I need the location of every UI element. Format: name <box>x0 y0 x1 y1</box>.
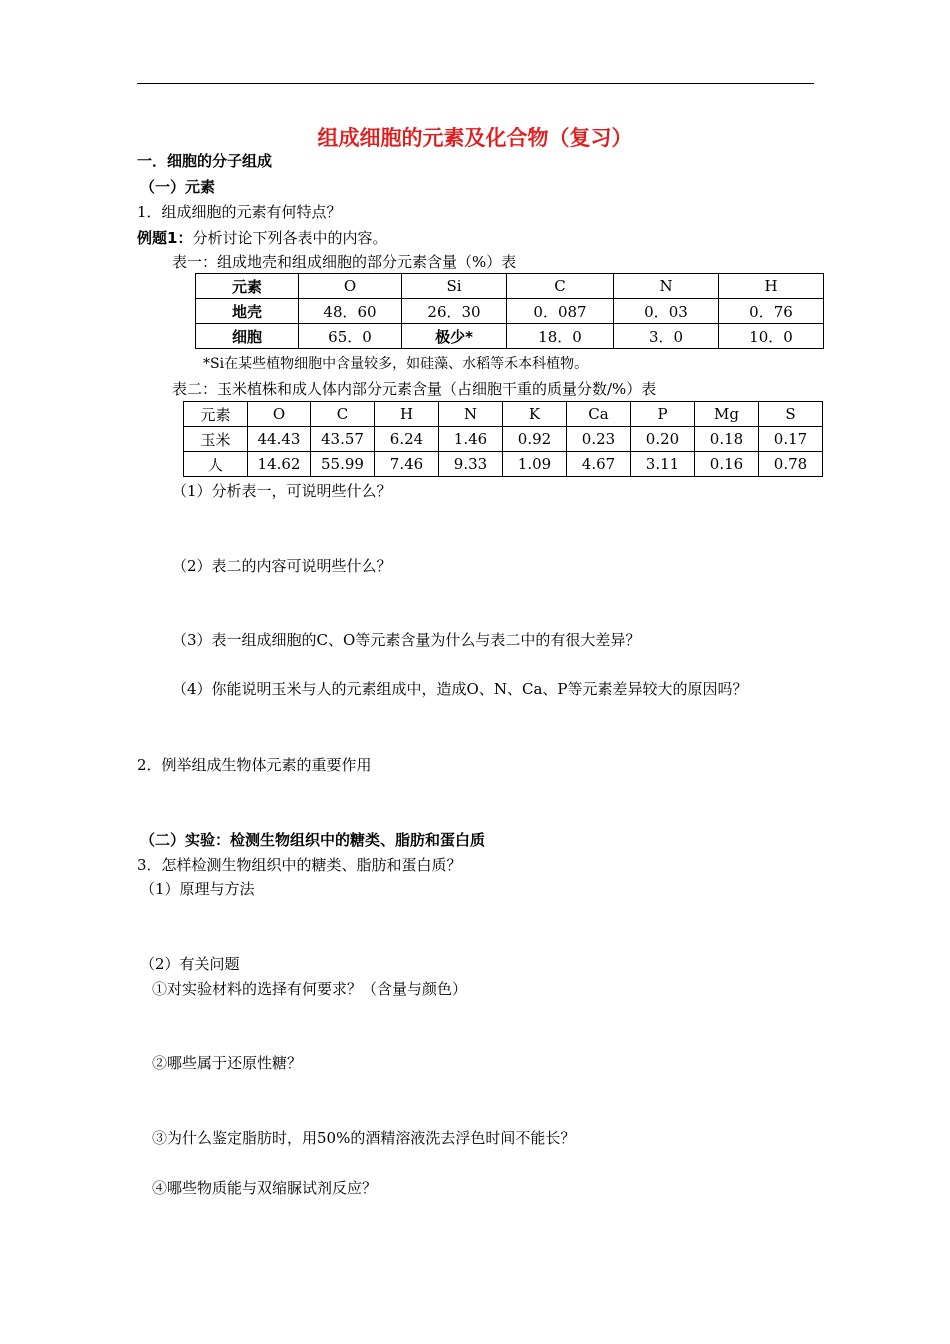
table-cell: 0.18 <box>695 427 759 452</box>
table-1-header-row <box>196 274 824 299</box>
table-cell: 7.46 <box>375 452 439 477</box>
circled-question-1: ①对实验材料的选择有何要求？（含量与颜色） <box>152 980 468 998</box>
table-1-header-cell: H <box>719 274 824 299</box>
question-3-part-2: （2）有关问题 <box>140 955 240 973</box>
sub-question-1: （1）分析表一，可说明些什么？ <box>172 482 392 500</box>
table-row <box>196 324 824 349</box>
table-2-header-cell: K <box>503 402 567 427</box>
subsection-heading-experiment: （二）实验：检测生物组织中的糖类、脂肪和蛋白质 <box>140 831 486 849</box>
table-1 <box>195 273 824 349</box>
example-line <box>137 228 387 248</box>
table-cell: 0．76 <box>719 299 824 324</box>
table-cell: 65．0 <box>299 324 402 349</box>
sub-question-4: （4）你能说明玉米与人的元素组成中，造成O、N、Ca、P等元素差异较大的原因吗？ <box>172 680 748 698</box>
table1-footnote: *Si在某些植物细胞中含量较多，如硅藻、水稻等禾本科植物。 <box>203 356 589 372</box>
table-cell: 1.09 <box>503 452 567 477</box>
table-cell: 0.92 <box>503 427 567 452</box>
table-2-header-cell: H <box>375 402 439 427</box>
table-cell: 43.57 <box>311 427 375 452</box>
table-2-header-cell: N <box>439 402 503 427</box>
table-2-header-cell: P <box>631 402 695 427</box>
table2-caption: 表二：玉米植株和成人体内部分元素含量（占细胞干重的质量分数/%）表 <box>172 380 657 398</box>
table-2-header-cell: 元素 <box>184 402 248 427</box>
question-3: 3．怎样检测生物组织中的糖类、脂肪和蛋白质？ <box>137 856 462 874</box>
header-rule <box>137 83 814 84</box>
table-2-header-cell: C <box>311 402 375 427</box>
sub-question-3: （3）表一组成细胞的C、O等元素含量为什么与表二中的有很大差异？ <box>172 631 641 649</box>
table-2-row-label: 玉米 <box>184 427 248 452</box>
table-cell: 0．03 <box>614 299 719 324</box>
example-text: 分析讨论下列各表中的内容。 <box>192 229 388 247</box>
table-row <box>184 427 823 452</box>
table-2-header-cell: Ca <box>567 402 631 427</box>
question-3-part-1: （1）原理与方法 <box>140 880 255 898</box>
question-2: 2．例举组成生物体元素的重要作用 <box>137 756 372 774</box>
question-1: 1．组成细胞的元素有何特点？ <box>137 203 342 221</box>
table-cell: 10．0 <box>719 324 824 349</box>
table-cell: 3.11 <box>631 452 695 477</box>
table-cell: 44.43 <box>248 427 311 452</box>
table-cell: 14.62 <box>248 452 311 477</box>
table-cell: 0．087 <box>507 299 614 324</box>
table-cell: 48．60 <box>299 299 402 324</box>
table-2-header-cell: Mg <box>695 402 759 427</box>
sub-question-2: （2）表二的内容可说明些什么？ <box>172 557 392 575</box>
table-cell: 18．0 <box>507 324 614 349</box>
table-cell: 4.67 <box>567 452 631 477</box>
table-cell: 1.46 <box>439 427 503 452</box>
table-cell: 极少* <box>402 324 507 349</box>
table-cell: 26．30 <box>402 299 507 324</box>
table-row <box>184 452 823 477</box>
page-title: 组成细胞的元素及化合物（复习） <box>317 126 633 150</box>
table-1-header-cell: 元素 <box>196 274 299 299</box>
example-label: 例题1： <box>137 229 193 247</box>
table-cell: 6.24 <box>375 427 439 452</box>
table-cell: 0.16 <box>695 452 759 477</box>
table-cell: 3．0 <box>614 324 719 349</box>
circled-question-3: ③为什么鉴定脂肪时，用50%的酒精溶液洗去浮色时间不能长？ <box>152 1129 576 1147</box>
table-cell: 0.23 <box>567 427 631 452</box>
table-cell: 55.99 <box>311 452 375 477</box>
table-2-row-label: 人 <box>184 452 248 477</box>
subsection-heading-elements: （一）元素 <box>140 178 216 196</box>
table-1-row-label: 细胞 <box>196 324 299 349</box>
table-1-row-label: 地壳 <box>196 299 299 324</box>
table-row <box>196 299 824 324</box>
table1-caption: 表一：组成地壳和组成细胞的部分元素含量（%）表 <box>172 253 517 271</box>
table-1-header-cell: N <box>614 274 719 299</box>
table-2-header-cell: S <box>759 402 823 427</box>
table-2-header-cell: O <box>248 402 311 427</box>
table-cell: 0.78 <box>759 452 823 477</box>
circled-question-4: ④哪些物质能与双缩脲试剂反应？ <box>152 1179 378 1197</box>
table-1-header-cell: O <box>299 274 402 299</box>
table-cell: 0.20 <box>631 427 695 452</box>
table-2-header-row <box>184 402 823 427</box>
table-1-header-cell: C <box>507 274 614 299</box>
table-cell: 9.33 <box>439 452 503 477</box>
table-cell: 0.17 <box>759 427 823 452</box>
section-heading-1: 一．细胞的分子组成 <box>137 152 273 170</box>
circled-question-2: ②哪些属于还原性糖？ <box>152 1054 303 1072</box>
table-2 <box>183 401 823 477</box>
table-1-header-cell: Si <box>402 274 507 299</box>
